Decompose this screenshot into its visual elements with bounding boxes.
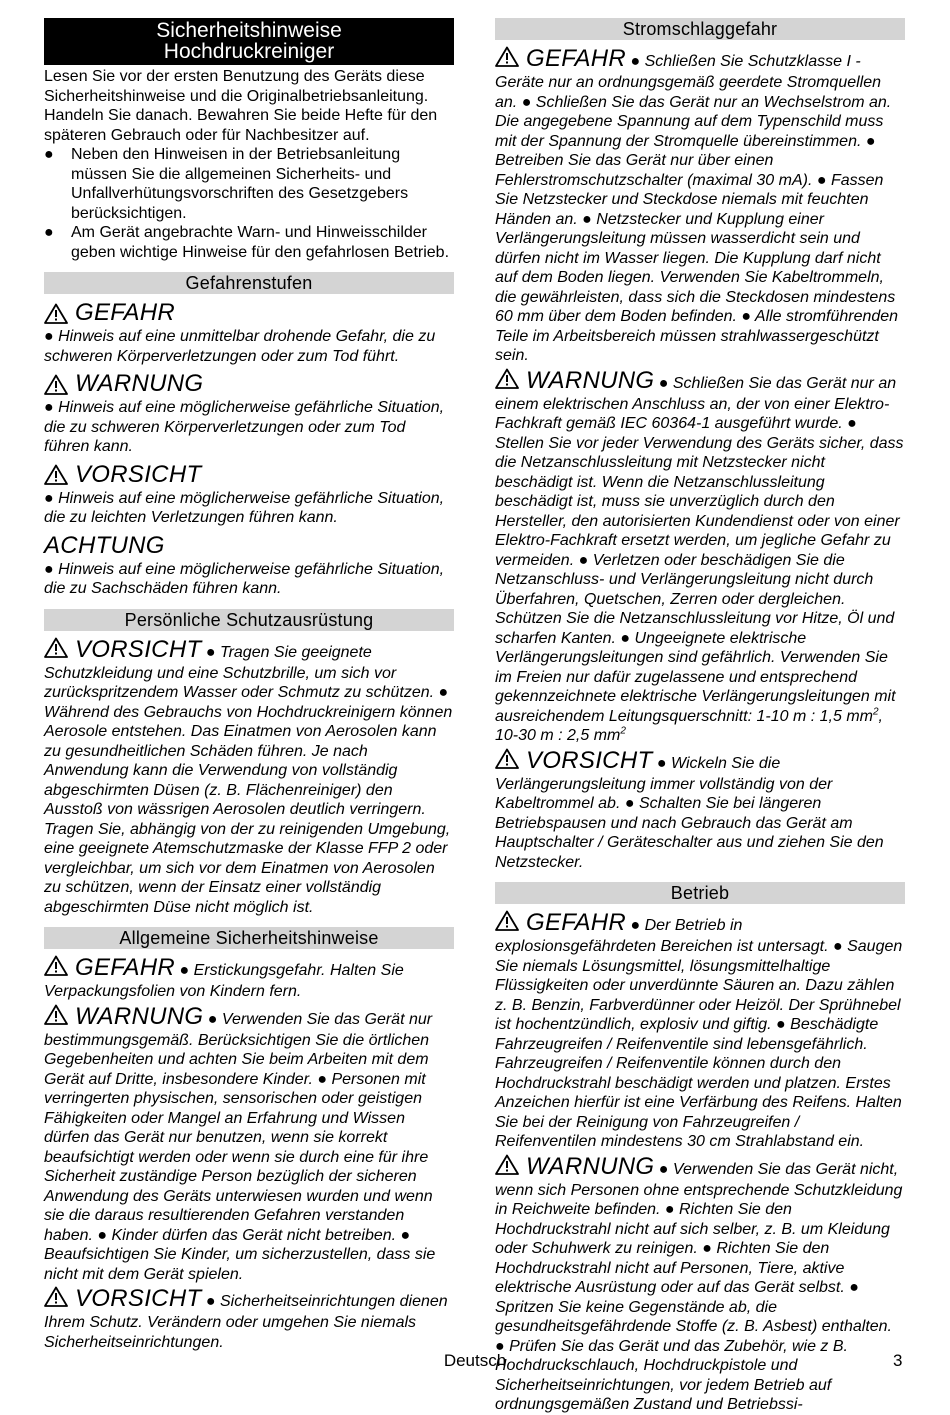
allg-warnung-paragraph: WARNUNG ● Verwenden Sie das Gerät nur bestimmungsgemäß. Berücksichtigen Sie die örtlichen Gegebenheiten und achten Sie beim Arbeiten mit dem Gerät auf Dritte, insbesondere Kinder. ● Personen mit verringerten physischen, sensorischen oder geistigen Fähigkeiten oder Mangel an Erfahrung und Wissen dürfen das Gerät nur benutzen, wenn sie korrekt beaufsichtigt werden oder wenn sie durch eine für ihre Sicherheit zuständige Person bezüglich der sicheren Anwendung des Geräts unterwiesen wurden und wenn sie die daraus resultierenden Gefahren verstanden haben. ● Kinder dürfen das Gerät nicht betreiben. ● Beaufsichtigen Sie Kinder, um sicherzustellen, dass sie nicht mit dem Gerät spielen. [44, 1002, 436, 1283]
warning-triangle-icon [495, 748, 519, 769]
strom-warnung-paragraph: WARNUNG ● Schließen Sie das Gerät nur an einem elektrischen Anschluss an, der von einer Elektro-Fachkraft gemäß IEC 60364-1 ausgeführt wurde. ● Stellen Sie vor jeder Verwendung des Geräts sicher, dass die Netzanschlussleitung mit Netzstecker nicht beschädigt ist. Wenn die Netzanschlussleitung beschädigt ist, muss sie unverzüglich durch den Hersteller, den autorisierten Kundendienst oder von einer Elektro-Fachkraft ersetzt werden, um jegliche Gefahr zu vermeiden. ● Verletzen oder beschädigen Sie die Netzanschluss- und Verlängerungsleitung nicht durch Überfahren, Quetschen, Zerren oder dergleichen. Schützen Sie die Netzanschlussleitung vor Hitze, Öl und scharfen Kanten. ● Ungeeignete elektrische Verlängerungsleitungen sind gefährlich. Verwenden Sie im Freien nur dafür zugelassene und entsprechend gekennzeichnete elektrische Verlängerungsleitungen mit ausreichendem Leitungsquerschnitt: 1-10 m : 1,5 $mm^2$, 10-30 m : 2,5 $mm^2$ [495, 366, 904, 744]
allg-vorsicht-paragraph: VORSICHT ● Sicherheitseinrichtungen dienen Ihrem Schutz. Verändern oder umgehen Sie niemals Sicherheitseinrichtungen. [44, 1285, 448, 1351]
signal-word: GEFAHR [75, 954, 176, 981]
level-warnung [44, 370, 454, 457]
signal-word: GEFAHR [526, 909, 627, 936]
signal-word: GEFAHR [526, 45, 627, 72]
warning-triangle-icon [495, 368, 519, 389]
strom-vorsicht-paragraph: VORSICHT ● Wickeln Sie die Verlängerungsleitung immer vollständig von der Kabeltrommel ab. ● Schalten Sie bei längeren Betriebspausen und nach Gebrauch das Gerät am Hauptschalter / Geräteschalter aus und ziehen Sie den Netzstecker. [495, 746, 884, 871]
allg-gefahr-paragraph: GEFAHR ● Erstickungsgefahr. Halten Sie Verpackungsfolien von Kindern fern. [44, 954, 404, 1000]
warning-triangle-icon [44, 303, 68, 324]
section-heading-allgemein: Allgemeine Sicherheitshinweise [44, 927, 454, 949]
signal-word: VORSICHT [75, 1285, 202, 1312]
warning-triangle-icon [44, 637, 68, 658]
level-achtung [44, 532, 454, 599]
section-heading-schutzausruestung: Persönliche Schutzausrüstung [44, 609, 454, 631]
section-heading-gefahrenstufen: Gefahrenstufen [44, 272, 454, 294]
warning-triangle-icon [495, 1154, 519, 1175]
superscript: 2 [620, 725, 626, 737]
level-description: ● Hinweis auf eine möglicherweise gefährliche Situation, die zu schweren Körperverletzungen oder zum Tod führen kann. [44, 399, 445, 455]
signal-word: WARNUNG [75, 1002, 204, 1030]
signal-word: WARNUNG [526, 1152, 655, 1180]
strom-gefahr-paragraph: GEFAHR ● Schließen Sie Schutzklasse I - Geräte nur an ordnungsgemäß geerdete Stromquellen an. ● Schließen Sie das Gerät nur an Wechselstrom an. Die angegebene Spannung auf dem Typenschild muss mit der Spannung der Stromquelle übereinstimmen. ● Betreiben Sie das Gerät nur über einen Fehlerstromschutzschalter (maximal 30 mA). ● Fassen Sie Netzstecker und Steckdose niemals mit feuchten Händen an. ● Netzstecker und Kupplung einer Verlängerungsleitung müssen wasserdicht sein und dürfen nicht im Wasser liegen. Die Kupplung darf nicht auf dem Boden liegen. Verwenden Sie Kabeltrommeln, die gewährleisten, dass sich die Steckdosen mindestens 60 mm über dem Boden befinden. ● Alle stromführenden Teile im Arbeitsbereich müssen strahlwassergeschützt sein. [495, 45, 899, 364]
warning-triangle-icon [495, 910, 519, 931]
signal-word: WARNUNG [526, 366, 655, 394]
section-heading-stromschlag: Stromschlaggefahr [495, 18, 905, 40]
warning-triangle-icon [44, 955, 68, 976]
intro-bullet: ● Neben den Hinweisen in der Betriebsanleitung müssen Sie die allgemeinen Sicherheits- und Unfallverhütungsvorschriften des Gesetzgebers berücksichtigen. [44, 146, 409, 222]
intro-text: Lesen Sie vor der ersten Benutzung des Geräts diese Sicherheitshinweise und die Originalbetriebsanleitung. Handeln Sie danach. Bewahren Sie beide Hefte für den späteren Gebrauch oder für Nachbesitzer auf. [44, 68, 438, 144]
signal-word: VORSICHT [75, 635, 202, 663]
left-column [44, 18, 454, 1352]
warning-triangle-icon [495, 46, 519, 67]
level-description: ● Hinweis auf eine möglicherweise gefährliche Situation, die zu Sachschäden führen kann. [44, 560, 445, 597]
title-line-2: Hochdruckreiniger [163, 40, 335, 63]
level-description: ● Hinweis auf eine unmittelbar drohende Gefahr, die zu schweren Körperverletzungen oder zum Tod führt. [44, 328, 436, 365]
signal-word: VORSICHT [526, 746, 653, 774]
footer-language: Deutsch [443, 1351, 507, 1370]
title-line-1: Sicherheitshinweise [156, 19, 342, 42]
right-column [495, 18, 905, 1415]
level-gefahr [44, 299, 454, 366]
warning-triangle-icon [44, 374, 68, 395]
schutz-vorsicht-paragraph: VORSICHT ● Tragen Sie geeignete Schutzkleidung und eine Schutzbrille, um sich vor zurückspritzendem Wasser oder Schmutz zu schützen. ● Während des Gebrauchs von Hochdruckreinigern können Aerosole entstehen. Das Einatmen von Aerosolen kann zu gesundheitlichen Schäden führen. Je nach Anwendung kann die Verwendung von vollständig abgeschirmten Düsen (z. B. Flächenreiniger) den Ausstoß von wässrigen Aerosolen deutlich verringern. Tragen Sie, abhängig von der zu reinigenden Umgebung, eine geeignete Atemschutzmaske der Klasse FFP 2 oder vergleichbar, um sich vor dem Einatmen von Aerosolen zu schützen, wenn der Einsatz einer vollständig abgeschirmten Düse nicht möglich ist. [44, 635, 453, 916]
warning-triangle-icon [44, 464, 68, 485]
page-title [44, 18, 454, 65]
superscript: 2 [872, 706, 879, 718]
betrieb-gefahr-paragraph: GEFAHR ● Der Betrieb in explosionsgefährdeten Bereichen ist untersagt. ● Saugen Sie niemals Lösungsmittel, lösungsmittelhaltige Flüssigkeiten oder unverdünnte Säuren an. Dazu zählen z. B. Benzin, Farbverdünner oder Heizöl. Der Sprühnebel ist hochentzündlich, explosiv und giftig. ● Beschädigte Fahrzeugreifen / Reifenventile sind lebensgefährlich. Fahrzeugreifen / Reifenventile können durch den Hochdruckstrahl beschädigt werden und platzen. Erstes Anzeichen hierfür ist eine Verfärbung des Reifens. Halten Sie bei der Reinigung von Fahrzeugreifen / Reifenventilen mindestens 30 cm Strahlabstand ein. [495, 909, 903, 1150]
warning-triangle-icon [44, 1286, 68, 1307]
signal-word: VORSICHT [75, 460, 202, 488]
section-heading-betrieb: Betrieb [495, 882, 905, 904]
page-number: 3 [893, 1351, 903, 1370]
level-vorsicht [44, 461, 454, 528]
signal-word: ACHTUNG [44, 531, 165, 559]
level-description: ● Hinweis auf eine möglicherweise gefährliche Situation, die zu leichten Verletzungen führen kann. [44, 489, 445, 526]
signal-word: GEFAHR [75, 299, 176, 326]
signal-word: WARNUNG [75, 370, 204, 397]
warning-triangle-icon [44, 1004, 68, 1025]
intro-bullet: ● Am Gerät angebrachte Warn- und Hinweisschilder geben wichtige Hinweise für den gefahrlosen Betrieb. [44, 224, 450, 261]
betrieb-warnung-paragraph: WARNUNG ● Verwenden Sie das Gerät nicht, wenn sich Personen ohne entsprechende Schutzkleidung in Reichweite befinden. ● Richten Sie den Hochdruckstrahl nicht auf sich selber, z. B. um Kleidung oder Schuhwerk zu reinigen. ● Richten Sie den Hochdruckstrahl nicht auf Personen, Tiere, aktive elektrische Ausrüstung oder auf das Gerät selbst. ● Spritzen Sie keine Gegenstände ab, die gesundheitsgefährdende Stoffe (z. B. Asbest) enthalten. ● Prüfen Sie das Gerät und das Zubehör, wie z B. Hochdruckschlauch, Hochdruckpistole und Sicherheitseinrichtungen, vor jedem Betrieb auf ordnungsgemäßen Zustand und Betriebssi- [495, 1152, 903, 1413]
